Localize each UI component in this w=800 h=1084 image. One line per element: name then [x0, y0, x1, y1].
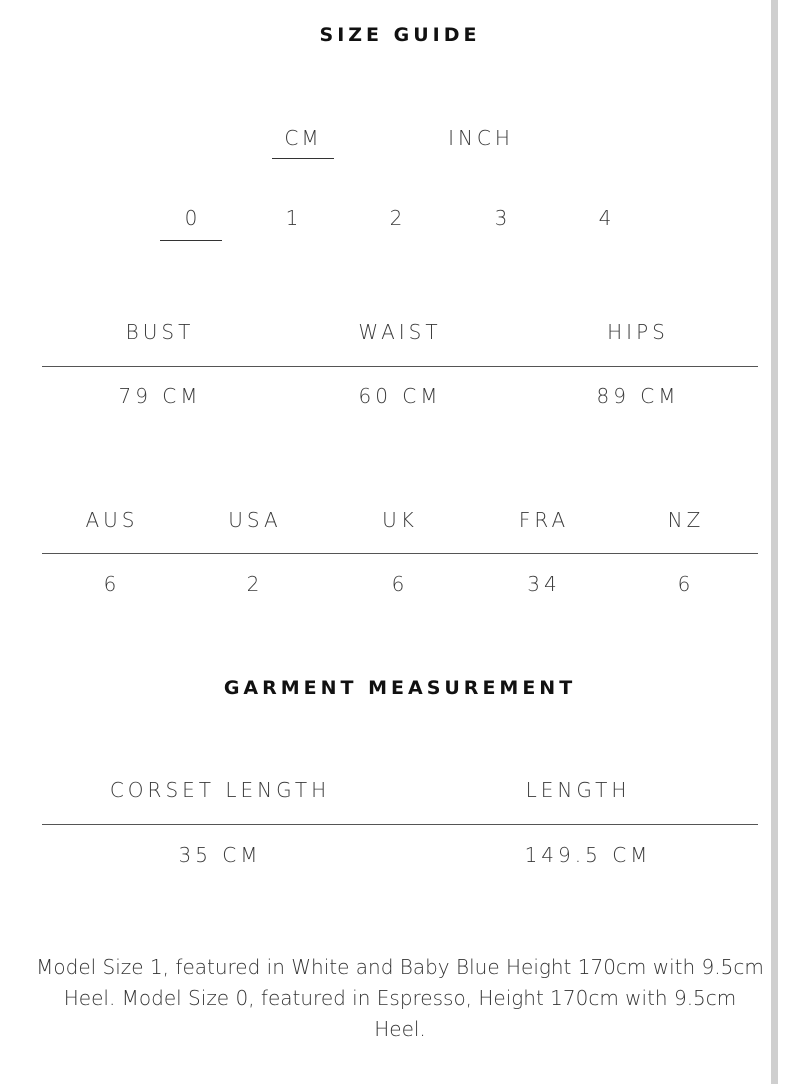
value-aus: 6	[103, 572, 121, 596]
tab-inch[interactable]: INCH	[448, 126, 514, 150]
tab-cm[interactable]: CM	[272, 126, 334, 159]
value-length: 149.5 CM	[524, 843, 652, 867]
table-divider	[42, 553, 758, 554]
header-length: LENGTH	[525, 778, 631, 802]
header-aus: AUS	[85, 508, 139, 532]
garment-measurement-title: GARMENT MEASUREMENT	[223, 677, 577, 699]
header-nz: NZ	[667, 508, 705, 532]
size-tab-3[interactable]: 3	[494, 206, 508, 230]
value-hips: 89 CM	[596, 384, 680, 408]
value-fra: 34	[527, 572, 561, 596]
table-divider	[42, 366, 758, 367]
table-header-row	[42, 508, 758, 538]
garment-measurement-table	[42, 778, 758, 867]
table-header-row	[42, 778, 758, 808]
size-tab-2[interactable]: 2	[389, 206, 403, 230]
value-nz: 6	[677, 572, 695, 596]
header-corset-length: CORSET LENGTH	[109, 778, 331, 802]
model-size-note: Model Size 1, featured in White and Baby Blue Height 170cm with 9.5cm Heel. Model Size 0, featured in Espresso, Height 170cm with 9.5cm Heel.	[36, 955, 764, 1041]
header-uk: UK	[382, 508, 418, 532]
body-measurements-table	[42, 320, 758, 408]
size-tab-4[interactable]: 4	[598, 206, 612, 230]
value-usa: 2	[246, 572, 264, 596]
table-divider	[42, 824, 758, 825]
header-hips: HIPS	[607, 320, 669, 344]
table-header-row	[42, 320, 758, 350]
header-bust: BUST	[125, 320, 195, 344]
table-row	[42, 572, 758, 602]
header-waist: WAIST	[358, 320, 442, 344]
value-waist: 60 CM	[358, 384, 442, 408]
size-conversion-table	[42, 508, 758, 596]
vertical-scrollbar[interactable]	[771, 0, 778, 1084]
value-uk: 6	[391, 572, 409, 596]
header-fra: FRA	[518, 508, 570, 532]
header-usa: USA	[228, 508, 282, 532]
unit-tabs	[0, 126, 800, 166]
value-bust: 79 CM	[118, 384, 202, 408]
value-corset-length: 35 CM	[178, 843, 262, 867]
size-tabs	[0, 206, 800, 246]
table-row	[42, 384, 758, 414]
size-tab-1[interactable]: 1	[285, 206, 299, 230]
table-row	[42, 843, 758, 873]
page-title: SIZE GUIDE	[319, 24, 481, 46]
size-tab-0[interactable]: 0	[160, 206, 222, 241]
